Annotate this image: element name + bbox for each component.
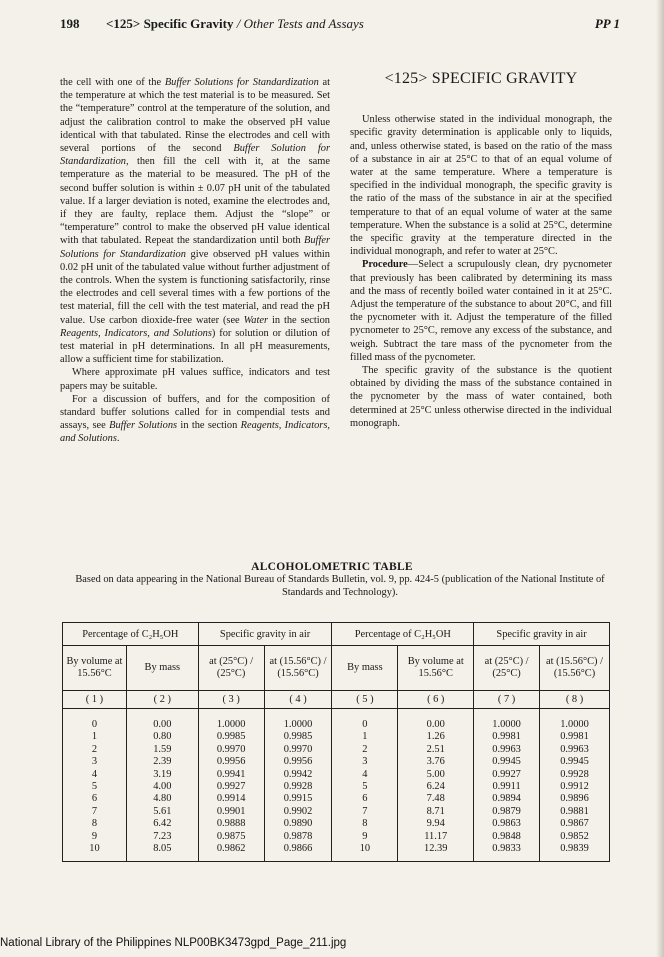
quotient-paragraph: The specific gravity of the substance is the quotient obtained by dividing the mass of the substance contained in the pycnometer by the mass of water contained, both determined at 25°C unless otherwise directed in the individual monograph. [350, 365, 612, 429]
running-header [60, 16, 620, 36]
table-cell: 0.9911 [474, 781, 540, 793]
table-cell: 0.9928 [264, 781, 332, 793]
table-cell: 0.9963 [540, 744, 610, 756]
intro-paragraph: Unless otherwise stated in the individual monograph, the specific gravity determination is applicable only to liquids, and, unless otherwise stated, is based on the ratio of the mass of a substance in air at 25°C to that of an equal volume of water at the same temperature. Where a temperature is specified in the individual monograph, the specific gravity is the ratio of the mass of the substance in air at the specified temperature to that of an equal volume of water at the same temperature. When the substance is a solid at 25°C, determine the specific gravity at the temperature directed in the individual monograph, and refer to water at 25°C. [350, 114, 612, 258]
table-cell: 4.00 [126, 781, 198, 793]
table-cell: 1.59 [126, 744, 198, 756]
table-cell: 1.0000 [474, 709, 540, 732]
table-cell: 0.9896 [540, 793, 610, 805]
page-number: 198 [60, 16, 80, 31]
table-cell: 7 [63, 806, 127, 818]
left-paragraph: For a discussion of buffers, and for the composition of standard buffer solutions called for in compendial tests and assays, see Buffer Solutions in the section Reagents, Indicators, and Solutions. [60, 393, 330, 445]
table-row [63, 781, 610, 793]
table-cell: 6.42 [126, 818, 198, 830]
table-cell: 8.05 [126, 843, 198, 862]
column-number: ( 5 ) [332, 691, 398, 709]
table-cell: 0.9878 [264, 831, 332, 843]
table-cell: 4 [63, 769, 127, 781]
table-row [63, 831, 610, 843]
table-cell: 0.9927 [198, 781, 264, 793]
table-cell: 0.9941 [198, 769, 264, 781]
table-cell: 10 [63, 843, 127, 862]
table-cell: 0.9945 [474, 756, 540, 768]
column-number: ( 2 ) [126, 691, 198, 709]
table-cell: 0.9862 [198, 843, 264, 862]
table-cell: 0.9981 [540, 731, 610, 743]
table-cell: 8 [332, 818, 398, 830]
table-cell: 4.80 [126, 793, 198, 805]
right-column [350, 72, 612, 430]
table-cell: 1.26 [398, 731, 474, 743]
header-sg-right: Specific gravity in air [474, 623, 610, 646]
table-cell: 5.61 [126, 806, 198, 818]
table-row [63, 756, 610, 768]
table-cell: 0.9879 [474, 806, 540, 818]
column-number: ( 4 ) [264, 691, 332, 709]
table-cell: 9.94 [398, 818, 474, 830]
table-cell: 0.9915 [264, 793, 332, 805]
table-cell: 9 [63, 831, 127, 843]
table-row [63, 731, 610, 743]
table-cell: 0.9956 [198, 756, 264, 768]
column-number: ( 7 ) [474, 691, 540, 709]
table-row [63, 744, 610, 756]
subheader-at-25: at (25°C) / (25°C) [198, 646, 264, 691]
table-cell: 0.9867 [540, 818, 610, 830]
table-cell: 9 [332, 831, 398, 843]
table-row [63, 806, 610, 818]
column-number: ( 6 ) [398, 691, 474, 709]
procedure-label: Procedure [362, 259, 408, 271]
table-row [63, 769, 610, 781]
table-cell: 3.19 [126, 769, 198, 781]
table-cell: 0.9942 [264, 769, 332, 781]
table-cell: 0.9852 [540, 831, 610, 843]
table-cell: 0.00 [126, 709, 198, 732]
table-caption: Based on data appearing in the National Bureau of Standards Bulletin, vol. 9, pp. 424-5 (publication of the National Institute of Standards and Technology). [75, 574, 605, 598]
table-cell: 0.9927 [474, 769, 540, 781]
table-cell: 7.48 [398, 793, 474, 805]
table-cell: 1 [63, 731, 127, 743]
table-cell: 0.9970 [264, 744, 332, 756]
table-row [63, 709, 610, 732]
table-cell: 0.9912 [540, 781, 610, 793]
table-cell: 0.9839 [540, 843, 610, 862]
table-cell: 0.9981 [474, 731, 540, 743]
table-cell: 0.00 [398, 709, 474, 732]
table-cell: 7 [332, 806, 398, 818]
subheader-by-mass: By mass [126, 646, 198, 691]
table-cell: 0.80 [126, 731, 198, 743]
table-cell: 1.0000 [264, 709, 332, 732]
header-percentage-left: Percentage of C₂H₅OH [63, 623, 199, 646]
table-cell: 3 [63, 756, 127, 768]
running-title-bold: <125> Specific Gravity [106, 16, 234, 31]
subheader-by-mass: By mass [332, 646, 398, 691]
table-cell: 2 [332, 744, 398, 756]
scan-edge [656, 0, 664, 957]
table-cell: 6 [332, 793, 398, 805]
running-title-italic: / Other Tests and Assays [233, 16, 364, 31]
subheader-at-1556: at (15.56°C) / (15.56°C) [540, 646, 610, 691]
table-cell: 1 [332, 731, 398, 743]
table-row [63, 843, 610, 862]
table-title: ALCOHOLOMETRIC TABLE [251, 561, 413, 573]
table-cell: 0.9928 [540, 769, 610, 781]
table-row [63, 818, 610, 830]
column-number: ( 1 ) [63, 691, 127, 709]
table-cell: 0 [332, 709, 398, 732]
column-number: ( 8 ) [540, 691, 610, 709]
table-cell: 8.71 [398, 806, 474, 818]
table-cell: 0.9902 [264, 806, 332, 818]
table-cell: 0.9894 [474, 793, 540, 805]
table-body [63, 709, 610, 862]
table-cell: 0.9881 [540, 806, 610, 818]
table-cell: 11.17 [398, 831, 474, 843]
table-row [63, 793, 610, 805]
subheader-by-volume: By volume at 15.56°C [63, 646, 127, 691]
table-cell: 0.9848 [474, 831, 540, 843]
subheader-by-volume: By volume at 15.56°C [398, 646, 474, 691]
table-cell: 0.9963 [474, 744, 540, 756]
procedure-text: —Select a scrupulously clean, dry pycnometer that previously has been calibrated by determining its mass and the mass of recently boiled water contained in it at 25°C. Adjust the temperature of the substance to about 20°C, and fill the pycnometer with it. Adjust the temperature of the filled pycnometer to 25°C, remove any excess of the substance, and weigh. Subtract the tare mass of the pycnometer from the filled mass of the pycnometer. [350, 259, 612, 363]
table-cell: 6.24 [398, 781, 474, 793]
table-cell: 3 [332, 756, 398, 768]
header-sg-left: Specific gravity in air [198, 623, 332, 646]
table-cell: 0 [63, 709, 127, 732]
table-cell: 12.39 [398, 843, 474, 862]
table-cell: 5.00 [398, 769, 474, 781]
left-column [60, 76, 330, 446]
table-cell: 0.9875 [198, 831, 264, 843]
table-cell: 7.23 [126, 831, 198, 843]
table-cell: 2.51 [398, 744, 474, 756]
section-title: <125> SPECIFIC GRAVITY [384, 70, 578, 87]
subheader-at-1556: at (15.56°C) / (15.56°C) [264, 646, 332, 691]
table-cell: 0.9863 [474, 818, 540, 830]
table-cell: 0.9833 [474, 843, 540, 862]
table-cell: 2 [63, 744, 127, 756]
table-cell: 0.9888 [198, 818, 264, 830]
table-cell: 10 [332, 843, 398, 862]
alcoholometric-table [62, 622, 610, 862]
table-cell: 0.9985 [264, 731, 332, 743]
header-percentage-right: Percentage of C₂H₅OH [332, 623, 474, 646]
table-cell: 0.9914 [198, 793, 264, 805]
procedure-paragraph [350, 258, 612, 364]
table-cell: 0.9970 [198, 744, 264, 756]
table-cell: 1.0000 [198, 709, 264, 732]
running-title [106, 16, 364, 32]
footer-watermark: National Library of the Philippines NLP00BK3473gpd_Page_211.jpg [0, 937, 347, 949]
table-cell: 4 [332, 769, 398, 781]
table-cell: 2.39 [126, 756, 198, 768]
table-cell: 0.9901 [198, 806, 264, 818]
left-paragraph: Where approximate pH values suffice, indicators and test papers may be suitable. [60, 367, 330, 392]
table-cell: 5 [332, 781, 398, 793]
table-cell: 3.76 [398, 756, 474, 768]
pp-marker: PP 1 [594, 16, 620, 31]
table-cell: 1.0000 [540, 709, 610, 732]
table-cell: 0.9945 [540, 756, 610, 768]
table-cell: 0.9866 [264, 843, 332, 862]
left-paragraph: the cell with one of the Buffer Solutions for Standardization at the temperature at which the test material is to be measured. Set the “temperature” control at the temperature of the solution, and adjust the calibration control to make the observed pH value identical with that tabulated. Rinse the electrodes and cell with several portions of the second Buffer Solution for Standardization, then fill the cell with it, at the same temperature as the material to be measured. The pH of the second buffer solution is within ± 0.07 pH unit of the tabulated value. If a larger deviation is noted, examine the electrodes and, if they are faulty, replace them. Adjust the “slope” or “temperature” control to make the observed pH value identical with that tabulated. Repeat the standardization until both Buffer Solutions for Standardization give observed pH values within 0.02 pH unit of the tabulated value without further adjustment of the controls. When the system is functioning satisfactorily, rinse the electrodes and cell several times with a few portions of the test material, fill the cell with the test material, and read the pH value. Use carbon dioxide-free water (see Water in the section Reagents, Indicators, and Solutions) for solution or dilution of test material in pH determinations. In all pH measurements, allow a sufficient time for stabilization. [60, 77, 331, 366]
table-cell: 0.9956 [264, 756, 332, 768]
table-cell: 6 [63, 793, 127, 805]
table-cell: 5 [63, 781, 127, 793]
table-cell: 0.9985 [198, 731, 264, 743]
table-cell: 8 [63, 818, 127, 830]
subheader-at-25: at (25°C) / (25°C) [474, 646, 540, 691]
table-cell: 0.9890 [264, 818, 332, 830]
column-number: ( 3 ) [198, 691, 264, 709]
